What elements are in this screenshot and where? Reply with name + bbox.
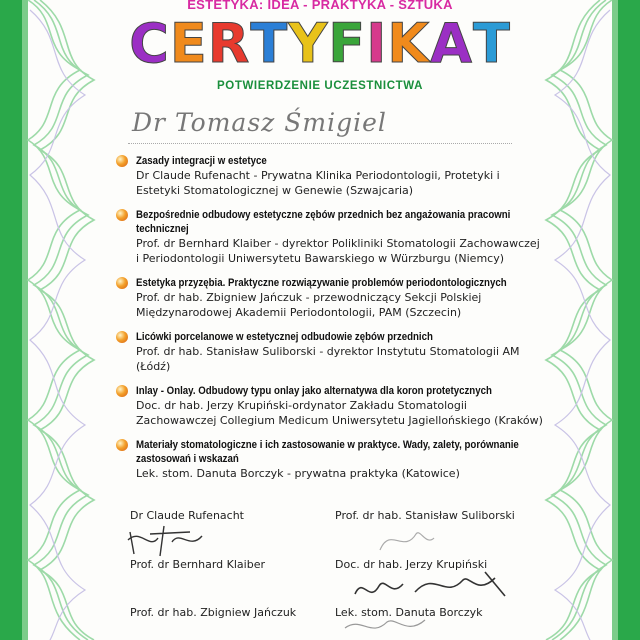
topic-title: Bezpośrednie odbudowy estetyczne zębów przednich bez angażowania pracowni technicznej	[136, 209, 511, 235]
topic-title: Estetyka przyzębia. Praktyczne rozwiązywanie problemów periodontologicznych	[136, 277, 507, 289]
topic-item	[114, 208, 544, 266]
title-letter: E	[169, 12, 208, 75]
signature-name-rufenacht: Dr Claude Rufenacht	[130, 509, 244, 522]
topic-list	[114, 154, 544, 491]
certificate-title	[110, 8, 530, 80]
bullet-icon	[116, 209, 128, 221]
title-letter: A	[430, 12, 473, 75]
topic-item	[114, 330, 544, 374]
topic-speaker: Lek. stom. Danuta Borczyk - prywatna praktyka (Katowice)	[136, 467, 460, 480]
recipient-name: Dr Tomasz Śmigiel	[132, 108, 387, 137]
bullet-icon	[116, 277, 128, 289]
title-letter: I	[366, 12, 388, 75]
handwritten-signature-krupinski	[345, 566, 520, 608]
signature-name-klaiber: Prof. dr Bernhard Klaiber	[130, 558, 265, 571]
recipient-underline	[128, 143, 512, 144]
tagline: ESTETYKA: IDEA - PRAKTYKA - SZTUKA	[187, 0, 453, 12]
signature-name-borczyk: Lek. stom. Danuta Borczyk	[335, 606, 483, 619]
topic-item	[114, 438, 544, 481]
topic-item	[114, 384, 544, 428]
handwritten-signature-suliborski	[360, 520, 470, 560]
title-letter: T	[250, 12, 289, 75]
title-letter: Y	[288, 12, 329, 75]
topic-title: Inlay - Onlay. Odbudowy typu onlay jako alternatywa dla koron protetycznych	[136, 385, 492, 397]
handwritten-signature-rufenacht	[120, 520, 230, 560]
bullet-icon	[116, 331, 128, 343]
handwritten-signature-borczyk	[335, 612, 455, 640]
topic-speaker: Doc. dr hab. Jerzy Krupiński-ordynator Zakładu Stomatologii Zachowawczej Collegium Medicum Uniwersytetu Jagiellońskiego (Kraków)	[136, 399, 543, 427]
topic-speaker: Dr Claude Rufenacht - Prywatna Klinika Periodontologii, Protetyki i Estetyki Stomatologicznej w Genewie (Szwajcaria)	[136, 169, 500, 197]
title-letter: F	[328, 12, 367, 75]
topic-speaker: Prof. dr hab. Zbigniew Jańczuk - przewodniczący Sekcji Polskiej Międzynarodowej Akademii Periodontologii, PAM (Szczecin)	[136, 291, 482, 319]
title-letter: C	[129, 12, 170, 75]
right-decorative-border	[544, 0, 640, 640]
topic-speaker: Prof. dr hab. Stanisław Suliborski - dyrektor Instytutu Stomatologii AM (Łódź)	[136, 345, 520, 373]
bullet-icon	[116, 385, 128, 397]
subtitle: POTWIERDZENIE UCZESTNICTWA	[217, 80, 423, 92]
topic-item	[114, 276, 544, 320]
signature-name-janczuk: Prof. dr hab. Zbigniew Jańczuk	[130, 606, 297, 619]
left-decorative-border	[0, 0, 96, 640]
signature-name-suliborski: Prof. dr hab. Stanisław Suliborski	[335, 509, 515, 522]
title-letter: R	[207, 12, 251, 75]
topic-title: Zasady integracji w estetyce	[136, 155, 267, 167]
topic-speaker: Prof. dr Bernhard Klaiber - dyrektor Polikliniki Stomatologii Zachowawczej i Periodontologii Uniwersytetu Bawarskiego w Würzburgu (Niemcy)	[136, 237, 540, 265]
title-letter: K	[387, 12, 431, 75]
bullet-icon	[116, 439, 128, 451]
topic-title: Licówki porcelanowe w estetycznej odbudowie zębów przednich	[136, 331, 433, 343]
topic-item	[114, 154, 544, 198]
signature-name-krupinski: Doc. dr hab. Jerzy Krupiński	[335, 558, 488, 571]
topic-title: Materiały stomatologiczne i ich zastosowanie w praktyce. Wady, zalety, porównanie zastosowań i wskazań	[136, 439, 519, 465]
title-letter: T	[472, 12, 511, 75]
bullet-icon	[116, 155, 128, 167]
